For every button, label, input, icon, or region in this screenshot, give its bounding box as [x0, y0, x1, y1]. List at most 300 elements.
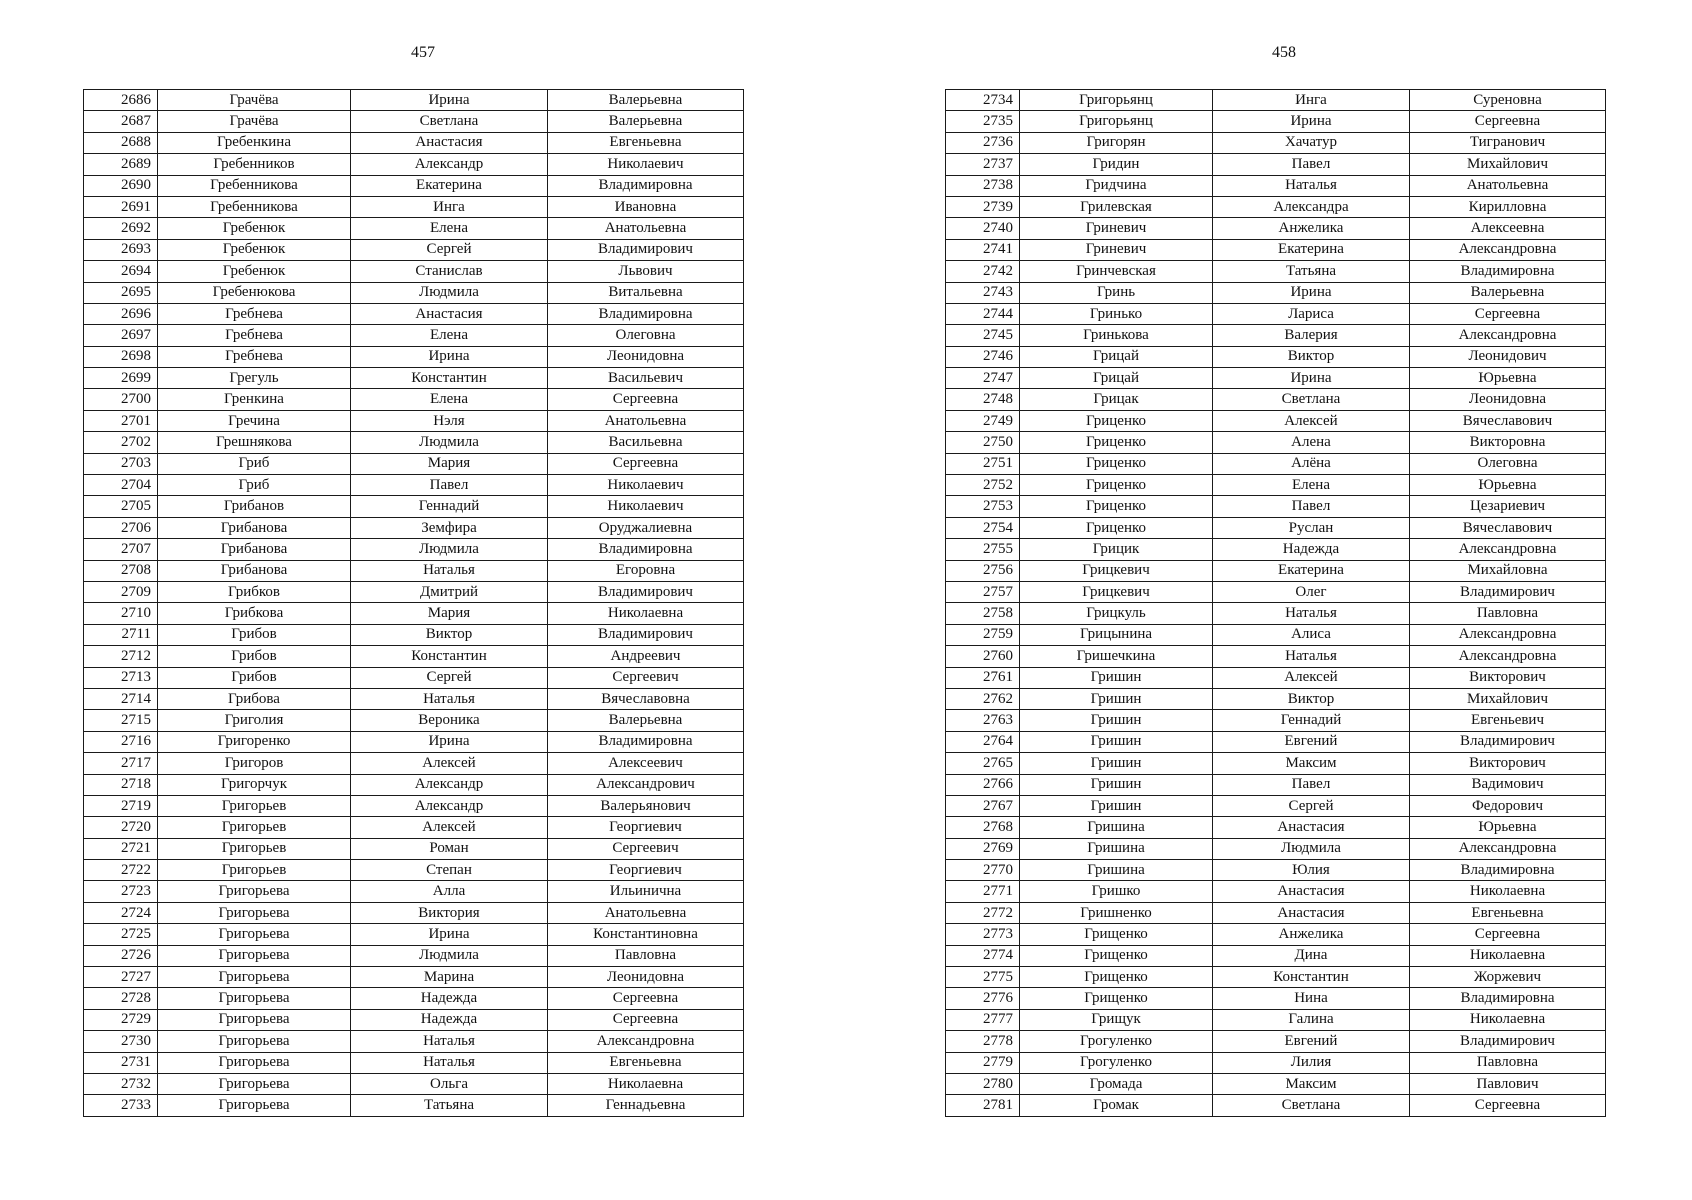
first-name-cell: Алёна [1213, 453, 1410, 474]
patronymic-cell: Сергеевна [548, 988, 744, 1009]
table-row [84, 432, 744, 453]
row-number-cell: 2775 [946, 967, 1020, 988]
row-number-cell: 2780 [946, 1073, 1020, 1094]
last-name-cell: Григолия [158, 710, 351, 731]
patronymic-cell: Александрович [548, 774, 744, 795]
patronymic-cell: Анатольевна [548, 410, 744, 431]
first-name-cell: Алексей [351, 753, 548, 774]
last-name-cell: Гринчевская [1020, 261, 1213, 282]
first-name-cell: Наталья [1213, 603, 1410, 624]
first-name-cell: Евгений [1213, 731, 1410, 752]
first-name-cell: Елена [351, 389, 548, 410]
row-number-cell: 2720 [84, 817, 158, 838]
table-row [946, 1031, 1606, 1052]
last-name-cell: Гребнева [158, 325, 351, 346]
first-name-cell: Лариса [1213, 303, 1410, 324]
last-name-cell: Грибанова [158, 560, 351, 581]
first-name-cell: Алексей [351, 817, 548, 838]
table-row [946, 303, 1606, 324]
table-row [84, 496, 744, 517]
first-name-cell: Анастасия [351, 132, 548, 153]
patronymic-cell: Владимирович [1410, 731, 1606, 752]
table-row [946, 496, 1606, 517]
patronymic-cell: Николаевна [548, 1073, 744, 1094]
patronymic-cell: Алексеевич [548, 753, 744, 774]
last-name-cell: Гриценко [1020, 453, 1213, 474]
last-name-cell: Гриценко [1020, 410, 1213, 431]
table-row [946, 881, 1606, 902]
patronymic-cell: Вячеславович [1410, 517, 1606, 538]
last-name-cell: Гребенюк [158, 239, 351, 260]
last-name-cell: Гребенюк [158, 218, 351, 239]
row-number-cell: 2781 [946, 1095, 1020, 1116]
row-number-cell: 2692 [84, 218, 158, 239]
row-number-cell: 2766 [946, 774, 1020, 795]
row-number-cell: 2695 [84, 282, 158, 303]
patronymic-cell: Васильевна [548, 432, 744, 453]
first-name-cell: Инга [1213, 90, 1410, 111]
patronymic-cell: Сергеевна [1410, 924, 1606, 945]
row-number-cell: 2722 [84, 860, 158, 881]
patronymic-cell: Жоржевич [1410, 967, 1606, 988]
last-name-cell: Гречина [158, 410, 351, 431]
table-row [84, 175, 744, 196]
table-row [84, 1009, 744, 1030]
table-row [84, 154, 744, 175]
first-name-cell: Елена [351, 325, 548, 346]
first-name-cell: Алексей [1213, 410, 1410, 431]
patronymic-cell: Олеговна [1410, 453, 1606, 474]
table-row [946, 1052, 1606, 1073]
last-name-cell: Гришин [1020, 774, 1213, 795]
patronymic-cell: Владимирович [548, 239, 744, 260]
last-name-cell: Гринь [1020, 282, 1213, 303]
patronymic-cell: Павловна [548, 945, 744, 966]
first-name-cell: Екатерина [1213, 560, 1410, 581]
last-name-cell: Грибкова [158, 603, 351, 624]
row-number-cell: 2718 [84, 774, 158, 795]
table-row [84, 325, 744, 346]
table-row [84, 1052, 744, 1073]
row-number-cell: 2749 [946, 410, 1020, 431]
first-name-cell: Константин [351, 646, 548, 667]
row-number-cell: 2693 [84, 239, 158, 260]
patronymic-cell: Цезариевич [1410, 496, 1606, 517]
patronymic-cell: Николаевна [548, 603, 744, 624]
last-name-cell: Григорьева [158, 1009, 351, 1030]
table-row [946, 196, 1606, 217]
patronymic-cell: Вячеславович [1410, 410, 1606, 431]
first-name-cell: Дмитрий [351, 581, 548, 602]
first-name-cell: Светлана [1213, 389, 1410, 410]
first-name-cell: Виктор [351, 624, 548, 645]
table-row [84, 389, 744, 410]
last-name-cell: Гребенникова [158, 175, 351, 196]
last-name-cell: Грищенко [1020, 967, 1213, 988]
table-row [84, 753, 744, 774]
last-name-cell: Грибков [158, 581, 351, 602]
table-row [84, 560, 744, 581]
first-name-cell: Лилия [1213, 1052, 1410, 1073]
row-number-cell: 2765 [946, 753, 1020, 774]
last-name-cell: Григорьева [158, 967, 351, 988]
table-row [946, 1073, 1606, 1094]
table-row [946, 111, 1606, 132]
table-row [84, 860, 744, 881]
table-row [84, 346, 744, 367]
first-name-cell: Наталья [1213, 646, 1410, 667]
first-name-cell: Юлия [1213, 860, 1410, 881]
patronymic-cell: Вадимович [1410, 774, 1606, 795]
row-number-cell: 2771 [946, 881, 1020, 902]
table-row [946, 795, 1606, 816]
patronymic-cell: Валерьевна [548, 90, 744, 111]
row-number-cell: 2714 [84, 688, 158, 709]
patronymic-cell: Леонидович [1410, 346, 1606, 367]
last-name-cell: Гребенюкова [158, 282, 351, 303]
first-name-cell: Александр [351, 154, 548, 175]
row-number-cell: 2734 [946, 90, 1020, 111]
patronymic-cell: Вячеславовна [548, 688, 744, 709]
patronymic-cell: Юрьевна [1410, 475, 1606, 496]
patronymic-cell: Александровна [548, 1031, 744, 1052]
roster-table-left [83, 89, 744, 1117]
patronymic-cell: Леонидовна [548, 967, 744, 988]
row-number-cell: 2763 [946, 710, 1020, 731]
first-name-cell: Виктор [1213, 688, 1410, 709]
first-name-cell: Ирина [351, 346, 548, 367]
last-name-cell: Гришин [1020, 753, 1213, 774]
row-number-cell: 2712 [84, 646, 158, 667]
first-name-cell: Людмила [351, 432, 548, 453]
table-row [84, 303, 744, 324]
first-name-cell: Людмила [351, 945, 548, 966]
patronymic-cell: Валерьевна [548, 710, 744, 731]
patronymic-cell: Львович [548, 261, 744, 282]
first-name-cell: Константин [1213, 967, 1410, 988]
last-name-cell: Григорьева [158, 988, 351, 1009]
table-row [946, 902, 1606, 923]
patronymic-cell: Ильинична [548, 881, 744, 902]
patronymic-cell: Владимировна [548, 731, 744, 752]
last-name-cell: Грищенко [1020, 924, 1213, 945]
first-name-cell: Ирина [351, 731, 548, 752]
first-name-cell: Станислав [351, 261, 548, 282]
last-name-cell: Гриневич [1020, 218, 1213, 239]
patronymic-cell: Васильевич [548, 368, 744, 389]
patronymic-cell: Егоровна [548, 560, 744, 581]
patronymic-cell: Ивановна [548, 196, 744, 217]
first-name-cell: Максим [1213, 753, 1410, 774]
first-name-cell: Ирина [351, 924, 548, 945]
row-number-cell: 2754 [946, 517, 1020, 538]
patronymic-cell: Александровна [1410, 239, 1606, 260]
last-name-cell: Гринькова [1020, 325, 1213, 346]
last-name-cell: Грицынина [1020, 624, 1213, 645]
row-number-cell: 2759 [946, 624, 1020, 645]
first-name-cell: Вероника [351, 710, 548, 731]
table-row [84, 132, 744, 153]
row-number-cell: 2728 [84, 988, 158, 1009]
first-name-cell: Татьяна [351, 1095, 548, 1116]
table-row [84, 282, 744, 303]
last-name-cell: Гришина [1020, 860, 1213, 881]
last-name-cell: Григорьянц [1020, 90, 1213, 111]
first-name-cell: Дина [1213, 945, 1410, 966]
row-number-cell: 2747 [946, 368, 1020, 389]
first-name-cell: Галина [1213, 1009, 1410, 1030]
table-row [946, 539, 1606, 560]
first-name-cell: Александр [351, 795, 548, 816]
table-row [946, 967, 1606, 988]
patronymic-cell: Оруджалиевна [548, 517, 744, 538]
last-name-cell: Гришечкина [1020, 646, 1213, 667]
last-name-cell: Гребнева [158, 346, 351, 367]
last-name-cell: Григорьева [158, 881, 351, 902]
row-number-cell: 2751 [946, 453, 1020, 474]
table-row [946, 945, 1606, 966]
first-name-cell: Наталья [351, 1031, 548, 1052]
table-row [84, 988, 744, 1009]
last-name-cell: Григорьева [158, 1073, 351, 1094]
patronymic-cell: Валерьевна [548, 111, 744, 132]
last-name-cell: Грицкуль [1020, 603, 1213, 624]
page-number-right: 458 [1272, 44, 1296, 61]
table-row [84, 603, 744, 624]
row-number-cell: 2746 [946, 346, 1020, 367]
table-row [84, 218, 744, 239]
patronymic-cell: Сергеевна [1410, 111, 1606, 132]
table-row [946, 774, 1606, 795]
patronymic-cell: Михайлович [1410, 688, 1606, 709]
last-name-cell: Гришин [1020, 710, 1213, 731]
row-number-cell: 2723 [84, 881, 158, 902]
patronymic-cell: Александровна [1410, 539, 1606, 560]
row-number-cell: 2750 [946, 432, 1020, 453]
row-number-cell: 2701 [84, 410, 158, 431]
last-name-cell: Грибанова [158, 539, 351, 560]
patronymic-cell: Владимировна [548, 539, 744, 560]
first-name-cell: Наталья [351, 560, 548, 581]
patronymic-cell: Николаевна [1410, 945, 1606, 966]
row-number-cell: 2743 [946, 282, 1020, 303]
row-number-cell: 2726 [84, 945, 158, 966]
row-number-cell: 2732 [84, 1073, 158, 1094]
last-name-cell: Григорьянц [1020, 111, 1213, 132]
table-row [84, 368, 744, 389]
row-number-cell: 2757 [946, 581, 1020, 602]
table-row [946, 218, 1606, 239]
patronymic-cell: Владимирович [1410, 1031, 1606, 1052]
patronymic-cell: Владимировна [1410, 988, 1606, 1009]
table-row [946, 261, 1606, 282]
row-number-cell: 2702 [84, 432, 158, 453]
first-name-cell: Максим [1213, 1073, 1410, 1094]
table-row [84, 902, 744, 923]
table-row [946, 817, 1606, 838]
last-name-cell: Гришина [1020, 838, 1213, 859]
row-number-cell: 2764 [946, 731, 1020, 752]
patronymic-cell: Викторовна [1410, 432, 1606, 453]
last-name-cell: Григорьева [158, 1095, 351, 1116]
patronymic-cell: Александровна [1410, 646, 1606, 667]
row-number-cell: 2733 [84, 1095, 158, 1116]
last-name-cell: Гриценко [1020, 475, 1213, 496]
table-row [84, 1073, 744, 1094]
last-name-cell: Гребенкина [158, 132, 351, 153]
first-name-cell: Елена [1213, 475, 1410, 496]
first-name-cell: Мария [351, 453, 548, 474]
first-name-cell: Сергей [351, 239, 548, 260]
table-row [946, 710, 1606, 731]
row-number-cell: 2772 [946, 902, 1020, 923]
patronymic-cell: Сергеевна [548, 1009, 744, 1030]
table-row [84, 967, 744, 988]
table-row [84, 881, 744, 902]
row-number-cell: 2697 [84, 325, 158, 346]
row-number-cell: 2717 [84, 753, 158, 774]
last-name-cell: Грищук [1020, 1009, 1213, 1030]
last-name-cell: Гриб [158, 475, 351, 496]
table-row [84, 475, 744, 496]
last-name-cell: Григорьев [158, 838, 351, 859]
patronymic-cell: Леонидовна [1410, 389, 1606, 410]
patronymic-cell: Сергеевна [1410, 303, 1606, 324]
row-number-cell: 2758 [946, 603, 1020, 624]
table-row [946, 432, 1606, 453]
first-name-cell: Нина [1213, 988, 1410, 1009]
first-name-cell: Анастасия [1213, 902, 1410, 923]
row-number-cell: 2713 [84, 667, 158, 688]
last-name-cell: Грачёва [158, 90, 351, 111]
row-number-cell: 2696 [84, 303, 158, 324]
last-name-cell: Грибов [158, 667, 351, 688]
first-name-cell: Светлана [351, 111, 548, 132]
first-name-cell: Татьяна [1213, 261, 1410, 282]
row-number-cell: 2736 [946, 132, 1020, 153]
row-number-cell: 2719 [84, 795, 158, 816]
patronymic-cell: Леонидовна [548, 346, 744, 367]
patronymic-cell: Александровна [1410, 624, 1606, 645]
last-name-cell: Гребнева [158, 303, 351, 324]
row-number-cell: 2730 [84, 1031, 158, 1052]
table-row [84, 731, 744, 752]
last-name-cell: Григорян [1020, 132, 1213, 153]
first-name-cell: Надежда [351, 1009, 548, 1030]
patronymic-cell: Суреновна [1410, 90, 1606, 111]
row-number-cell: 2777 [946, 1009, 1020, 1030]
table-row [946, 132, 1606, 153]
last-name-cell: Григорьева [158, 924, 351, 945]
table-row [84, 667, 744, 688]
first-name-cell: Анжелика [1213, 218, 1410, 239]
row-number-cell: 2729 [84, 1009, 158, 1030]
last-name-cell: Гришин [1020, 667, 1213, 688]
patronymic-cell: Федорович [1410, 795, 1606, 816]
table-row [84, 924, 744, 945]
last-name-cell: Грогуленко [1020, 1052, 1213, 1073]
row-number-cell: 2715 [84, 710, 158, 731]
last-name-cell: Грибова [158, 688, 351, 709]
row-number-cell: 2709 [84, 581, 158, 602]
patronymic-cell: Евгеньевна [1410, 902, 1606, 923]
table-row [84, 196, 744, 217]
row-number-cell: 2735 [946, 111, 1020, 132]
first-name-cell: Анжелика [1213, 924, 1410, 945]
row-number-cell: 2741 [946, 239, 1020, 260]
table-row [84, 111, 744, 132]
patronymic-cell: Владимирович [1410, 581, 1606, 602]
table-row [946, 924, 1606, 945]
row-number-cell: 2739 [946, 196, 1020, 217]
row-number-cell: 2687 [84, 111, 158, 132]
table-row [946, 860, 1606, 881]
table-row [84, 539, 744, 560]
last-name-cell: Гренкина [158, 389, 351, 410]
row-number-cell: 2689 [84, 154, 158, 175]
row-number-cell: 2778 [946, 1031, 1020, 1052]
row-number-cell: 2773 [946, 924, 1020, 945]
patronymic-cell: Павловна [1410, 1052, 1606, 1073]
last-name-cell: Грибанов [158, 496, 351, 517]
table-row [84, 581, 744, 602]
table-row [946, 603, 1606, 624]
last-name-cell: Гридин [1020, 154, 1213, 175]
row-number-cell: 2699 [84, 368, 158, 389]
table-row [946, 389, 1606, 410]
last-name-cell: Гриценко [1020, 517, 1213, 538]
patronymic-cell: Владимировна [548, 303, 744, 324]
table-row [946, 731, 1606, 752]
last-name-cell: Гридчина [1020, 175, 1213, 196]
first-name-cell: Павел [351, 475, 548, 496]
first-name-cell: Виктория [351, 902, 548, 923]
table-row [946, 838, 1606, 859]
row-number-cell: 2706 [84, 517, 158, 538]
patronymic-cell: Александровна [1410, 325, 1606, 346]
first-name-cell: Павел [1213, 154, 1410, 175]
table-row [84, 1095, 744, 1116]
last-name-cell: Григорьева [158, 945, 351, 966]
first-name-cell: Светлана [1213, 1095, 1410, 1116]
first-name-cell: Павел [1213, 774, 1410, 795]
patronymic-cell: Анатольевна [548, 902, 744, 923]
table-row [946, 368, 1606, 389]
first-name-cell: Геннадий [1213, 710, 1410, 731]
row-number-cell: 2708 [84, 560, 158, 581]
patronymic-cell: Сергеевич [548, 667, 744, 688]
page-number-left: 457 [411, 44, 435, 61]
first-name-cell: Алена [1213, 432, 1410, 453]
patronymic-cell: Михайлович [1410, 154, 1606, 175]
last-name-cell: Григорьева [158, 902, 351, 923]
last-name-cell: Гриневич [1020, 239, 1213, 260]
table-row [946, 560, 1606, 581]
row-number-cell: 2704 [84, 475, 158, 496]
row-number-cell: 2768 [946, 817, 1020, 838]
row-number-cell: 2691 [84, 196, 158, 217]
patronymic-cell: Николаевич [548, 154, 744, 175]
last-name-cell: Григорьева [158, 1052, 351, 1073]
row-number-cell: 2779 [946, 1052, 1020, 1073]
first-name-cell: Людмила [1213, 838, 1410, 859]
first-name-cell: Наталья [351, 688, 548, 709]
row-number-cell: 2742 [946, 261, 1020, 282]
first-name-cell: Хачатур [1213, 132, 1410, 153]
last-name-cell: Грицкевич [1020, 581, 1213, 602]
row-number-cell: 2686 [84, 90, 158, 111]
row-number-cell: 2725 [84, 924, 158, 945]
